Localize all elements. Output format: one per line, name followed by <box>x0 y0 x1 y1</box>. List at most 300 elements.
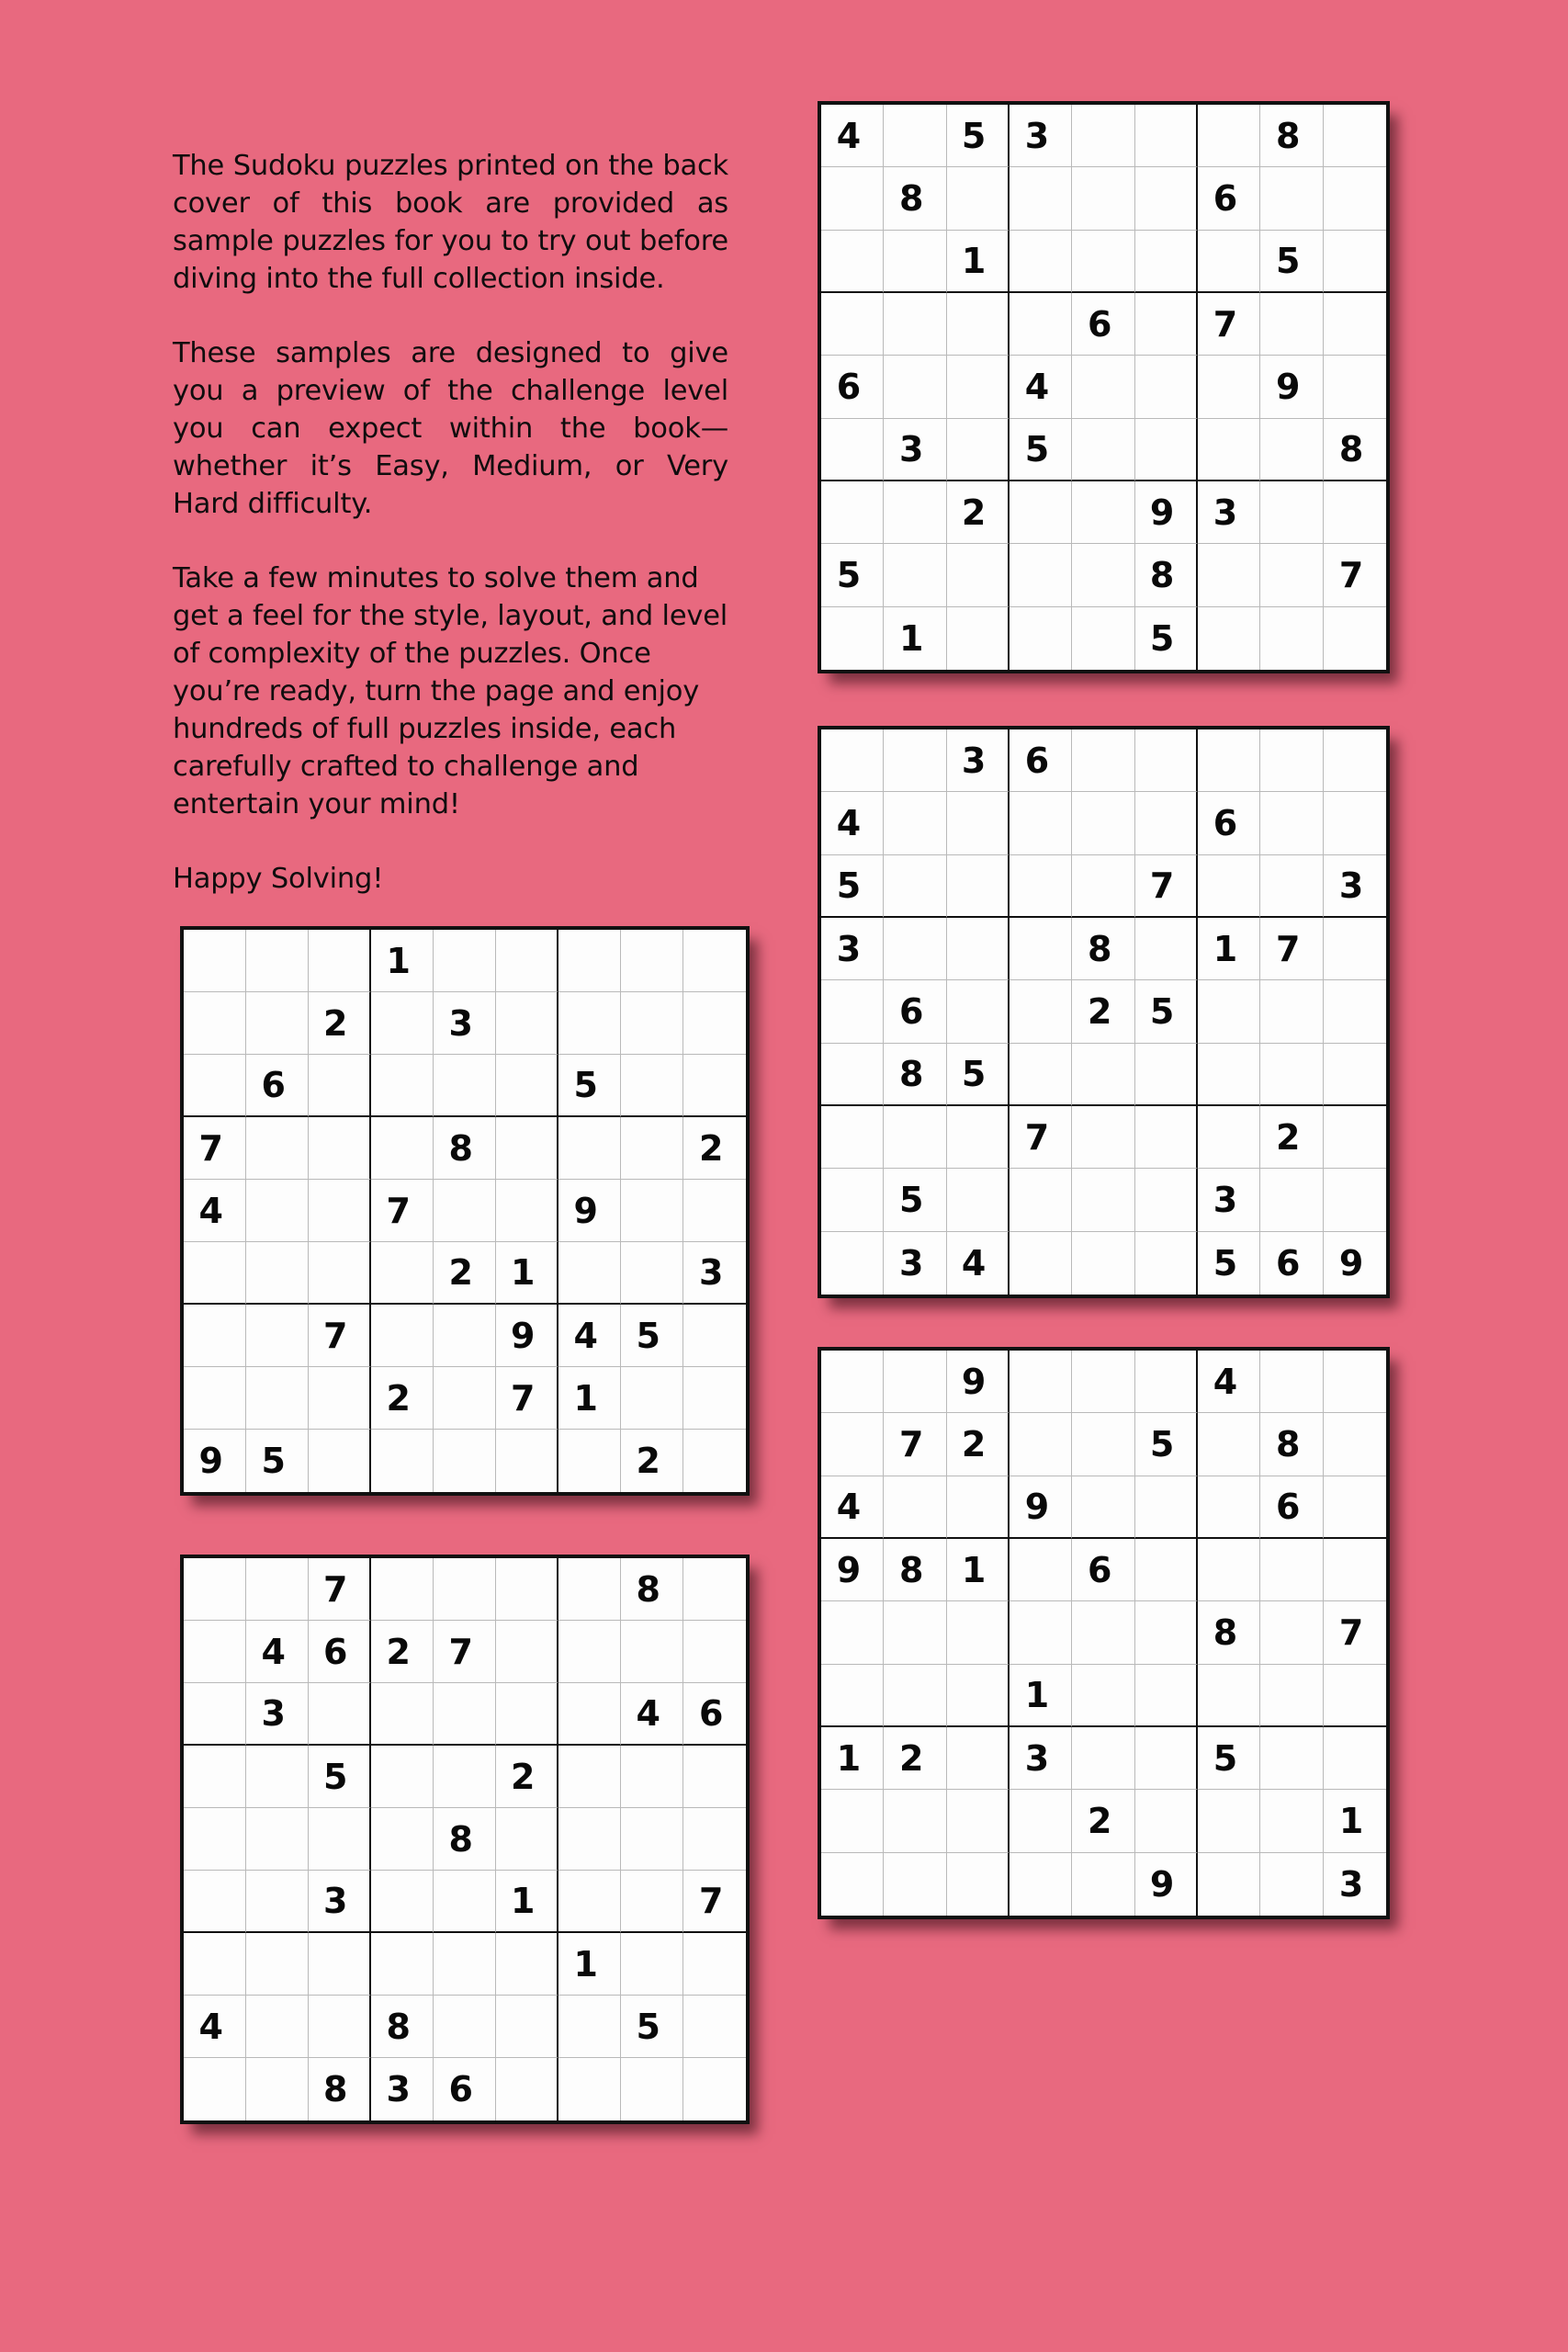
sudoku-cell-r7c6[interactable] <box>1135 1727 1198 1790</box>
sudoku-cell-r4c6[interactable] <box>1135 918 1198 980</box>
sudoku-cell-r6c1[interactable] <box>821 1044 884 1106</box>
sudoku-cell-r3c4[interactable] <box>1010 1476 1072 1539</box>
sudoku-cell-r2c9[interactable] <box>1324 1413 1386 1476</box>
sudoku-cell-r9c7[interactable] <box>558 2058 621 2120</box>
sudoku-cell-r3c3[interactable] <box>947 855 1010 918</box>
sudoku-cell-r9c5[interactable] <box>434 2058 496 2120</box>
sudoku-cell-r9c6[interactable] <box>1135 607 1198 670</box>
sudoku-grid-top-right[interactable] <box>818 101 1390 673</box>
sudoku-cell-r8c9[interactable] <box>683 1996 746 2058</box>
sudoku-cell-r7c5[interactable] <box>434 1305 496 1367</box>
sudoku-cell-r8c5[interactable] <box>434 1996 496 2058</box>
sudoku-cell-r8c1[interactable] <box>821 544 884 606</box>
sudoku-cell-r3c6[interactable] <box>496 1055 558 1117</box>
sudoku-cell-r2c7[interactable] <box>558 992 621 1055</box>
sudoku-cell-r5c3[interactable] <box>947 980 1010 1043</box>
sudoku-cell-r2c9[interactable] <box>683 1621 746 1683</box>
sudoku-cell-r8c3[interactable] <box>947 1790 1010 1852</box>
sudoku-cell-r1c6[interactable] <box>1135 1351 1198 1413</box>
sudoku-cell-r3c9[interactable] <box>683 1683 746 1746</box>
sudoku-cell-r8c6[interactable] <box>496 1996 558 2058</box>
sudoku-cell-r8c5[interactable] <box>1072 1790 1134 1852</box>
sudoku-cell-r1c9[interactable] <box>1324 1351 1386 1413</box>
sudoku-cell-r2c3[interactable] <box>947 1413 1010 1476</box>
sudoku-cell-r5c5[interactable] <box>434 1808 496 1871</box>
sudoku-cell-r7c7[interactable] <box>558 1305 621 1367</box>
sudoku-cell-r9c7[interactable] <box>1198 607 1260 670</box>
sudoku-cell-r2c4[interactable] <box>371 992 434 1055</box>
sudoku-cell-r5c3[interactable] <box>309 1808 371 1871</box>
sudoku-cell-r1c6[interactable] <box>496 930 558 992</box>
sudoku-cell-r6c6[interactable] <box>496 1871 558 1933</box>
sudoku-cell-r9c5[interactable] <box>1072 1853 1134 1916</box>
sudoku-cell-r3c1[interactable] <box>821 1476 884 1539</box>
sudoku-cell-r2c2[interactable] <box>246 992 309 1055</box>
sudoku-cell-r7c5[interactable] <box>1072 1106 1134 1169</box>
sudoku-cell-r3c3[interactable] <box>947 231 1010 293</box>
sudoku-cell-r7c5[interactable] <box>1072 481 1134 544</box>
sudoku-cell-r5c5[interactable] <box>1072 356 1134 418</box>
sudoku-cell-r7c2[interactable] <box>884 1727 946 1790</box>
sudoku-cell-r2c8[interactable] <box>1260 1413 1323 1476</box>
sudoku-cell-r1c8[interactable] <box>621 930 683 992</box>
sudoku-cell-r6c5[interactable] <box>1072 419 1134 481</box>
sudoku-cell-r1c7[interactable] <box>1198 105 1260 167</box>
sudoku-cell-r3c4[interactable] <box>1010 855 1072 918</box>
sudoku-cell-r2c9[interactable] <box>1324 167 1386 230</box>
sudoku-cell-r1c4[interactable] <box>371 1558 434 1621</box>
sudoku-cell-r9c4[interactable] <box>1010 607 1072 670</box>
sudoku-cell-r8c3[interactable] <box>947 1169 1010 1231</box>
sudoku-cell-r8c1[interactable] <box>184 1996 246 2058</box>
sudoku-cell-r1c3[interactable] <box>309 930 371 992</box>
sudoku-cell-r3c1[interactable] <box>184 1683 246 1746</box>
sudoku-cell-r1c3[interactable] <box>947 1351 1010 1413</box>
sudoku-cell-r2c2[interactable] <box>884 792 946 854</box>
sudoku-cell-r3c7[interactable] <box>558 1683 621 1746</box>
sudoku-cell-r6c2[interactable] <box>884 419 946 481</box>
sudoku-cell-r5c9[interactable] <box>683 1180 746 1242</box>
sudoku-cell-r7c8[interactable] <box>1260 481 1323 544</box>
sudoku-cell-r5c1[interactable] <box>184 1808 246 1871</box>
sudoku-cell-r4c1[interactable] <box>184 1746 246 1808</box>
sudoku-cell-r5c4[interactable] <box>371 1180 434 1242</box>
sudoku-cell-r3c5[interactable] <box>1072 231 1134 293</box>
sudoku-cell-r4c1[interactable] <box>821 918 884 980</box>
sudoku-cell-r8c9[interactable] <box>1324 544 1386 606</box>
sudoku-cell-r6c8[interactable] <box>1260 419 1323 481</box>
sudoku-cell-r4c4[interactable] <box>371 1117 434 1180</box>
sudoku-cell-r6c6[interactable] <box>1135 1665 1198 1727</box>
sudoku-cell-r3c3[interactable] <box>309 1055 371 1117</box>
sudoku-cell-r5c5[interactable] <box>1072 1601 1134 1664</box>
sudoku-cell-r6c3[interactable] <box>947 1665 1010 1727</box>
sudoku-cell-r3c4[interactable] <box>371 1683 434 1746</box>
sudoku-cell-r8c7[interactable] <box>558 1367 621 1430</box>
sudoku-cell-r2c8[interactable] <box>621 1621 683 1683</box>
sudoku-cell-r4c4[interactable] <box>1010 1539 1072 1601</box>
sudoku-cell-r6c9[interactable] <box>1324 419 1386 481</box>
sudoku-cell-r2c7[interactable] <box>558 1621 621 1683</box>
sudoku-cell-r6c4[interactable] <box>1010 419 1072 481</box>
sudoku-cell-r5c7[interactable] <box>1198 1601 1260 1664</box>
sudoku-cell-r4c9[interactable] <box>1324 918 1386 980</box>
sudoku-cell-r5c7[interactable] <box>1198 980 1260 1043</box>
sudoku-cell-r1c8[interactable] <box>1260 1351 1323 1413</box>
sudoku-cell-r2c8[interactable] <box>1260 167 1323 230</box>
sudoku-cell-r3c4[interactable] <box>371 1055 434 1117</box>
sudoku-cell-r4c6[interactable] <box>496 1117 558 1180</box>
sudoku-cell-r3c3[interactable] <box>309 1683 371 1746</box>
sudoku-cell-r6c3[interactable] <box>309 1871 371 1933</box>
sudoku-cell-r5c8[interactable] <box>1260 1601 1323 1664</box>
sudoku-cell-r1c9[interactable] <box>683 930 746 992</box>
sudoku-cell-r6c5[interactable] <box>434 1242 496 1305</box>
sudoku-cell-r7c7[interactable] <box>558 1933 621 1996</box>
sudoku-cell-r9c4[interactable] <box>371 2058 434 2120</box>
sudoku-cell-r1c7[interactable] <box>558 930 621 992</box>
sudoku-cell-r2c3[interactable] <box>309 1621 371 1683</box>
sudoku-cell-r9c6[interactable] <box>496 1430 558 1492</box>
sudoku-cell-r5c2[interactable] <box>246 1180 309 1242</box>
sudoku-cell-r7c2[interactable] <box>884 481 946 544</box>
sudoku-cell-r4c3[interactable] <box>947 918 1010 980</box>
sudoku-cell-r4c9[interactable] <box>1324 293 1386 356</box>
sudoku-cell-r4c4[interactable] <box>371 1746 434 1808</box>
sudoku-cell-r4c7[interactable] <box>1198 293 1260 356</box>
sudoku-cell-r9c9[interactable] <box>683 2058 746 2120</box>
sudoku-cell-r7c7[interactable] <box>1198 1727 1260 1790</box>
sudoku-cell-r5c7[interactable] <box>558 1180 621 1242</box>
sudoku-cell-r2c6[interactable] <box>1135 167 1198 230</box>
sudoku-cell-r7c9[interactable] <box>683 1305 746 1367</box>
sudoku-cell-r9c9[interactable] <box>1324 607 1386 670</box>
sudoku-cell-r1c3[interactable] <box>947 729 1010 792</box>
sudoku-cell-r5c4[interactable] <box>1010 356 1072 418</box>
sudoku-cell-r5c9[interactable] <box>1324 980 1386 1043</box>
sudoku-cell-r9c4[interactable] <box>1010 1853 1072 1916</box>
sudoku-cell-r6c7[interactable] <box>1198 1044 1260 1106</box>
sudoku-cell-r8c2[interactable] <box>884 1169 946 1231</box>
sudoku-cell-r8c3[interactable] <box>309 1996 371 2058</box>
sudoku-cell-r9c2[interactable] <box>884 607 946 670</box>
sudoku-cell-r5c6[interactable] <box>496 1808 558 1871</box>
sudoku-cell-r7c3[interactable] <box>309 1305 371 1367</box>
sudoku-cell-r5c6[interactable] <box>1135 1601 1198 1664</box>
sudoku-cell-r6c5[interactable] <box>1072 1665 1134 1727</box>
sudoku-cell-r6c1[interactable] <box>821 419 884 481</box>
sudoku-cell-r9c2[interactable] <box>884 1853 946 1916</box>
sudoku-cell-r6c9[interactable] <box>683 1242 746 1305</box>
sudoku-cell-r4c2[interactable] <box>246 1117 309 1180</box>
sudoku-cell-r1c5[interactable] <box>1072 729 1134 792</box>
sudoku-cell-r2c4[interactable] <box>1010 792 1072 854</box>
sudoku-cell-r7c9[interactable] <box>1324 1727 1386 1790</box>
sudoku-cell-r4c6[interactable] <box>496 1746 558 1808</box>
sudoku-cell-r6c3[interactable] <box>947 1044 1010 1106</box>
sudoku-cell-r4c4[interactable] <box>1010 293 1072 356</box>
sudoku-cell-r5c4[interactable] <box>1010 980 1072 1043</box>
sudoku-cell-r5c3[interactable] <box>309 1180 371 1242</box>
sudoku-cell-r7c8[interactable] <box>621 1933 683 1996</box>
sudoku-cell-r5c5[interactable] <box>1072 980 1134 1043</box>
sudoku-cell-r4c8[interactable] <box>621 1746 683 1808</box>
sudoku-cell-r6c3[interactable] <box>947 419 1010 481</box>
sudoku-cell-r7c2[interactable] <box>246 1305 309 1367</box>
sudoku-cell-r3c6[interactable] <box>1135 231 1198 293</box>
sudoku-cell-r5c9[interactable] <box>1324 1601 1386 1664</box>
sudoku-cell-r3c6[interactable] <box>1135 1476 1198 1539</box>
sudoku-grid-bottom-right[interactable] <box>818 1347 1390 1919</box>
sudoku-cell-r9c8[interactable] <box>1260 1232 1323 1295</box>
sudoku-cell-r4c1[interactable] <box>821 293 884 356</box>
sudoku-cell-r9c3[interactable] <box>309 2058 371 2120</box>
sudoku-cell-r4c6[interactable] <box>1135 293 1198 356</box>
sudoku-cell-r6c1[interactable] <box>821 1665 884 1727</box>
sudoku-cell-r1c5[interactable] <box>434 1558 496 1621</box>
sudoku-cell-r1c5[interactable] <box>1072 1351 1134 1413</box>
sudoku-cell-r7c6[interactable] <box>496 1305 558 1367</box>
sudoku-cell-r3c9[interactable] <box>683 1055 746 1117</box>
sudoku-cell-r5c7[interactable] <box>558 1808 621 1871</box>
sudoku-cell-r3c6[interactable] <box>1135 855 1198 918</box>
sudoku-cell-r9c5[interactable] <box>434 1430 496 1492</box>
sudoku-cell-r5c1[interactable] <box>821 980 884 1043</box>
sudoku-cell-r2c2[interactable] <box>884 167 946 230</box>
sudoku-cell-r8c8[interactable] <box>1260 1169 1323 1231</box>
sudoku-cell-r6c8[interactable] <box>621 1871 683 1933</box>
sudoku-cell-r9c1[interactable] <box>184 1430 246 1492</box>
sudoku-cell-r9c2[interactable] <box>246 2058 309 2120</box>
sudoku-cell-r6c4[interactable] <box>371 1871 434 1933</box>
sudoku-cell-r9c7[interactable] <box>1198 1232 1260 1295</box>
sudoku-cell-r3c6[interactable] <box>496 1683 558 1746</box>
sudoku-cell-r1c6[interactable] <box>496 1558 558 1621</box>
sudoku-cell-r9c1[interactable] <box>821 1853 884 1916</box>
sudoku-cell-r2c4[interactable] <box>1010 167 1072 230</box>
sudoku-cell-r7c5[interactable] <box>1072 1727 1134 1790</box>
sudoku-cell-r3c2[interactable] <box>246 1683 309 1746</box>
sudoku-cell-r3c1[interactable] <box>821 855 884 918</box>
sudoku-cell-r6c7[interactable] <box>1198 1665 1260 1727</box>
sudoku-cell-r2c7[interactable] <box>1198 1413 1260 1476</box>
sudoku-cell-r5c6[interactable] <box>1135 356 1198 418</box>
sudoku-cell-r5c8[interactable] <box>621 1808 683 1871</box>
sudoku-cell-r5c2[interactable] <box>246 1808 309 1871</box>
sudoku-cell-r8c7[interactable] <box>1198 544 1260 606</box>
sudoku-cell-r2c3[interactable] <box>947 167 1010 230</box>
sudoku-cell-r3c5[interactable] <box>1072 1476 1134 1539</box>
sudoku-cell-r3c2[interactable] <box>884 1476 946 1539</box>
sudoku-cell-r5c1[interactable] <box>184 1180 246 1242</box>
sudoku-cell-r2c4[interactable] <box>1010 1413 1072 1476</box>
sudoku-cell-r9c3[interactable] <box>947 1232 1010 1295</box>
sudoku-cell-r6c8[interactable] <box>1260 1044 1323 1106</box>
sudoku-cell-r4c5[interactable] <box>434 1117 496 1180</box>
sudoku-cell-r4c7[interactable] <box>1198 918 1260 980</box>
sudoku-cell-r1c4[interactable] <box>1010 729 1072 792</box>
sudoku-cell-r3c7[interactable] <box>1198 855 1260 918</box>
sudoku-cell-r1c8[interactable] <box>1260 105 1323 167</box>
sudoku-cell-r7c4[interactable] <box>371 1933 434 1996</box>
sudoku-cell-r5c1[interactable] <box>821 1601 884 1664</box>
sudoku-cell-r6c3[interactable] <box>309 1242 371 1305</box>
sudoku-cell-r3c5[interactable] <box>434 1055 496 1117</box>
sudoku-cell-r1c5[interactable] <box>1072 105 1134 167</box>
sudoku-cell-r8c8[interactable] <box>1260 1790 1323 1852</box>
sudoku-cell-r4c3[interactable] <box>947 1539 1010 1601</box>
sudoku-cell-r3c8[interactable] <box>621 1683 683 1746</box>
sudoku-cell-r9c6[interactable] <box>496 2058 558 2120</box>
sudoku-cell-r4c3[interactable] <box>309 1746 371 1808</box>
sudoku-cell-r7c7[interactable] <box>1198 481 1260 544</box>
sudoku-cell-r8c4[interactable] <box>1010 1169 1072 1231</box>
sudoku-cell-r2c3[interactable] <box>309 992 371 1055</box>
sudoku-cell-r7c1[interactable] <box>821 481 884 544</box>
sudoku-cell-r1c1[interactable] <box>184 1558 246 1621</box>
sudoku-cell-r8c6[interactable] <box>1135 544 1198 606</box>
sudoku-cell-r7c6[interactable] <box>496 1933 558 1996</box>
sudoku-cell-r8c8[interactable] <box>621 1367 683 1430</box>
sudoku-cell-r2c5[interactable] <box>1072 167 1134 230</box>
sudoku-cell-r9c3[interactable] <box>309 1430 371 1492</box>
sudoku-cell-r4c8[interactable] <box>1260 293 1323 356</box>
sudoku-cell-r1c1[interactable] <box>184 930 246 992</box>
sudoku-cell-r8c8[interactable] <box>1260 544 1323 606</box>
sudoku-cell-r8c8[interactable] <box>621 1996 683 2058</box>
sudoku-cell-r3c8[interactable] <box>1260 231 1323 293</box>
sudoku-cell-r5c1[interactable] <box>821 356 884 418</box>
sudoku-cell-r9c8[interactable] <box>1260 607 1323 670</box>
sudoku-cell-r8c9[interactable] <box>1324 1169 1386 1231</box>
sudoku-cell-r9c9[interactable] <box>1324 1853 1386 1916</box>
sudoku-cell-r3c5[interactable] <box>434 1683 496 1746</box>
sudoku-cell-r8c3[interactable] <box>947 544 1010 606</box>
sudoku-cell-r7c1[interactable] <box>184 1933 246 1996</box>
sudoku-cell-r9c5[interactable] <box>1072 607 1134 670</box>
sudoku-cell-r1c6[interactable] <box>1135 729 1198 792</box>
sudoku-cell-r6c2[interactable] <box>884 1044 946 1106</box>
sudoku-cell-r1c9[interactable] <box>1324 729 1386 792</box>
sudoku-cell-r9c5[interactable] <box>1072 1232 1134 1295</box>
sudoku-cell-r8c6[interactable] <box>1135 1169 1198 1231</box>
sudoku-cell-r5c2[interactable] <box>884 356 946 418</box>
sudoku-cell-r1c1[interactable] <box>821 1351 884 1413</box>
sudoku-cell-r4c3[interactable] <box>947 293 1010 356</box>
sudoku-cell-r1c2[interactable] <box>246 1558 309 1621</box>
sudoku-cell-r1c2[interactable] <box>246 930 309 992</box>
sudoku-cell-r7c1[interactable] <box>821 1727 884 1790</box>
sudoku-cell-r4c8[interactable] <box>1260 918 1323 980</box>
sudoku-cell-r6c9[interactable] <box>1324 1665 1386 1727</box>
sudoku-cell-r4c3[interactable] <box>309 1117 371 1180</box>
sudoku-cell-r3c7[interactable] <box>1198 231 1260 293</box>
sudoku-cell-r7c3[interactable] <box>947 1727 1010 1790</box>
sudoku-cell-r2c6[interactable] <box>1135 792 1198 854</box>
sudoku-cell-r3c7[interactable] <box>558 1055 621 1117</box>
sudoku-cell-r3c8[interactable] <box>1260 855 1323 918</box>
sudoku-cell-r3c7[interactable] <box>1198 1476 1260 1539</box>
sudoku-cell-r3c1[interactable] <box>184 1055 246 1117</box>
sudoku-cell-r8c5[interactable] <box>434 1367 496 1430</box>
sudoku-cell-r8c5[interactable] <box>1072 544 1134 606</box>
sudoku-cell-r9c4[interactable] <box>371 1430 434 1492</box>
sudoku-cell-r9c8[interactable] <box>1260 1853 1323 1916</box>
sudoku-cell-r7c4[interactable] <box>1010 481 1072 544</box>
sudoku-grid-middle-right[interactable] <box>818 726 1390 1298</box>
sudoku-cell-r4c7[interactable] <box>558 1117 621 1180</box>
sudoku-cell-r7c3[interactable] <box>947 481 1010 544</box>
sudoku-cell-r2c1[interactable] <box>821 792 884 854</box>
sudoku-cell-r9c8[interactable] <box>621 1430 683 1492</box>
sudoku-cell-r5c6[interactable] <box>496 1180 558 1242</box>
sudoku-cell-r6c1[interactable] <box>184 1242 246 1305</box>
sudoku-cell-r9c8[interactable] <box>621 2058 683 2120</box>
sudoku-cell-r7c4[interactable] <box>371 1305 434 1367</box>
sudoku-cell-r8c3[interactable] <box>309 1367 371 1430</box>
sudoku-cell-r2c6[interactable] <box>496 1621 558 1683</box>
sudoku-cell-r1c8[interactable] <box>621 1558 683 1621</box>
sudoku-cell-r8c7[interactable] <box>558 1996 621 2058</box>
sudoku-cell-r8c2[interactable] <box>246 1367 309 1430</box>
sudoku-cell-r3c8[interactable] <box>1260 1476 1323 1539</box>
sudoku-cell-r3c9[interactable] <box>1324 1476 1386 1539</box>
sudoku-cell-r1c7[interactable] <box>558 1558 621 1621</box>
sudoku-cell-r4c4[interactable] <box>1010 918 1072 980</box>
sudoku-cell-r5c7[interactable] <box>1198 356 1260 418</box>
sudoku-cell-r7c5[interactable] <box>434 1933 496 1996</box>
sudoku-cell-r2c9[interactable] <box>683 992 746 1055</box>
sudoku-cell-r1c4[interactable] <box>1010 1351 1072 1413</box>
sudoku-cell-r8c1[interactable] <box>184 1367 246 1430</box>
sudoku-cell-r6c6[interactable] <box>1135 1044 1198 1106</box>
sudoku-cell-r1c7[interactable] <box>1198 729 1260 792</box>
sudoku-cell-r1c3[interactable] <box>947 105 1010 167</box>
sudoku-cell-r9c3[interactable] <box>947 607 1010 670</box>
sudoku-cell-r7c8[interactable] <box>621 1305 683 1367</box>
sudoku-cell-r7c7[interactable] <box>1198 1106 1260 1169</box>
sudoku-cell-r2c5[interactable] <box>434 1621 496 1683</box>
sudoku-cell-r5c8[interactable] <box>1260 356 1323 418</box>
sudoku-cell-r2c5[interactable] <box>1072 1413 1134 1476</box>
sudoku-cell-r9c9[interactable] <box>683 1430 746 1492</box>
sudoku-cell-r9c4[interactable] <box>1010 1232 1072 1295</box>
sudoku-cell-r2c8[interactable] <box>621 992 683 1055</box>
sudoku-cell-r3c8[interactable] <box>621 1055 683 1117</box>
sudoku-cell-r4c2[interactable] <box>884 293 946 356</box>
sudoku-cell-r1c4[interactable] <box>1010 105 1072 167</box>
sudoku-cell-r2c1[interactable] <box>184 992 246 1055</box>
sudoku-cell-r9c3[interactable] <box>947 1853 1010 1916</box>
sudoku-cell-r4c2[interactable] <box>884 1539 946 1601</box>
sudoku-cell-r4c1[interactable] <box>821 1539 884 1601</box>
sudoku-cell-r8c2[interactable] <box>884 544 946 606</box>
sudoku-cell-r9c9[interactable] <box>1324 1232 1386 1295</box>
sudoku-cell-r6c7[interactable] <box>558 1242 621 1305</box>
sudoku-cell-r2c7[interactable] <box>1198 167 1260 230</box>
sudoku-cell-r1c2[interactable] <box>884 729 946 792</box>
sudoku-cell-r1c4[interactable] <box>371 930 434 992</box>
sudoku-cell-r1c1[interactable] <box>821 729 884 792</box>
sudoku-cell-r7c3[interactable] <box>309 1933 371 1996</box>
sudoku-cell-r4c5[interactable] <box>1072 293 1134 356</box>
sudoku-cell-r7c6[interactable] <box>1135 481 1198 544</box>
sudoku-cell-r4c2[interactable] <box>246 1746 309 1808</box>
sudoku-cell-r1c2[interactable] <box>884 105 946 167</box>
sudoku-cell-r8c9[interactable] <box>683 1367 746 1430</box>
sudoku-cell-r9c2[interactable] <box>246 1430 309 1492</box>
sudoku-cell-r6c9[interactable] <box>1324 1044 1386 1106</box>
